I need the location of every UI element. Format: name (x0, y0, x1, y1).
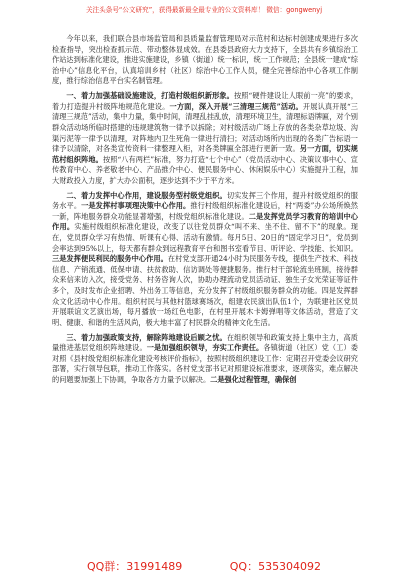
section-2-point-a: 一是发挥村事项理决策中心作用。 (81, 201, 191, 211)
paragraph-intro (52, 34, 358, 87)
paragraph-section-2 (52, 191, 358, 329)
section-2-heading: 二、着力发挥中心作用，建设服务型村级党组织。 (66, 190, 227, 200)
section-2-point-b: 二是发挥党员学习教育的培训中心作用。 (52, 211, 358, 232)
qq-group: QQ群：31991489 (86, 560, 183, 573)
document-body (52, 34, 358, 390)
section-3-point-b: 二是强化过程管理，确保创 (210, 374, 297, 384)
section-2-point-c: 三是发挥便民利民的服务中心作用。 (52, 254, 168, 264)
section-1-point-b: 另一方面，切实规范村组织阵地。 (52, 144, 358, 164)
section-1-text-c: 按照“八有两栏”标准，努力打造“七个中心”（党员活动中心、决策议事中心、宣传教育中心、养老敬老中心、产品推介中心、便民服务中心、休闲娱乐中心）实施提升工程，加大财政投入力度，扩大办公面积，逐步达到不少于平方米。 (52, 154, 358, 185)
section-3-text-b: 各镇街道（社区）党（工）委对照《县村级党组织标准化建设考核评价指标》，按照村级组织建设工作：定期召开党委会议研究部署，实行领导包联，推动工作落实。各村党支部书记对照建设标准要求，逐项落实，难点解决的问题要加强上下协调，争取各方力量予以解决。 (52, 343, 358, 384)
intro-text: 今年以来，我们联合县市场监管局和县质量监督管理局对示范村和达标村创建成果进行多次检查指导，突出检查抓示范、带动整体显成效。在县委县政府大力支持下，全县共有乡镇综治工作站达到标准化建设，推进实施建设，乡镇（街道）统一标识，统一工作规范；全县统一建成“综治中心”信息化平台，认真培训乡村（社区）综治中心工作人员，健全完善综治中心各项工作制度，推行综治信息平台实名制管理。 (52, 34, 358, 86)
section-3-heading: 三、着力加强政策支持，解除阵地建设后顾之忧。 (66, 332, 227, 342)
section-2-text-d: 在村党支部开通24小时为民服务专线，提供生产技术、科技信息、产销流通、低保申请、扶贫救助、信访调处等便捷服务。推行村干部轮流坐班制，接待群众来信来访入次，接受党务、村务咨询人次，协助办理流动党员活动证、独生子女光荣证等证件多个，及时发布企业招聘、外出务工等信息，充分发挥了村级组织服务群众的功能。四是发挥群众文化活动中心作用。组织村民与其他村篮球赛场次，组建农民演出队伍1个，为联建社区党员开展联谊文艺演出场，每月播放一场红色电影，在村里开展木卡姆弹唱等文体活动，营造了文明、健康、和谐的生活风尚，极大地丰富了村民群众的精神文化生活。 (52, 254, 358, 327)
qq-number: QQ：535304092 (229, 560, 322, 573)
section-3-point-a: 一是加强组织领导，夯实工作责任。 (146, 343, 264, 353)
section-1-heading: 一、着力加强基础设施建设，打造村级组织新形象。 (66, 91, 234, 101)
section-1-text-a: 按照“硬件建设让人眼前一亮”的要求，着力打造提升村级阵地规范化建设。 (52, 91, 358, 111)
section-1-point-a: 一方面，深入开展“三清理三规范”活动。 (169, 101, 303, 111)
footer-contacts (0, 558, 408, 574)
paragraph-section-3 (52, 333, 358, 386)
section-2-text-c: 实施村级组织标准化建设，改变了以往党员群众“叫不来、坐不住、留不下”的现象。现在，党员群众学习有热情、听课有心得、活动有激情。每月5日、20日的“固定学习日”，党员到会率达到95%以上，每天都有群众到远程教育平台和图书室看节目、听评论、学技能、长知识。 (52, 222, 358, 253)
paragraph-section-1 (52, 91, 358, 186)
header-banner: 关注头条号“公文研究”，获得最新最全最专业的公文资料库！ 微信：gongwenyj (85, 6, 323, 14)
section-2-text-b: 推行村级组织标准化建设后，村“两委”办公场所焕然一新，阵地服务群众功能显著增强，村级党组织标准化建设。 (52, 201, 358, 221)
section-2-text-a: 切实发挥三个作用，提升村级党组织的服务水平。 (52, 190, 358, 211)
section-3-text-a: 在组织领导和政策支持上集中主力，高质量推进基层党组织阵地建设。 (52, 332, 358, 353)
section-1-text-b: 开展认真开展“三清理三规范”活动，集中力量，集中时间，清理乱挂乱放，清理环境卫生，清理标语牌匾，对个别群众活动场所临时搭建的违规建筑物一律予以拆除；对村级活动广场上存放的各类杂草垃圾、沟渠污泥等一律予以清理，对阵地内卫生死角一律进行清扫；对活动场所内出现的各类广告标语一律予以清除，对各类宣传资料一律整理入柜，对各类牌匾全部进行更新一致。 (52, 101, 358, 154)
